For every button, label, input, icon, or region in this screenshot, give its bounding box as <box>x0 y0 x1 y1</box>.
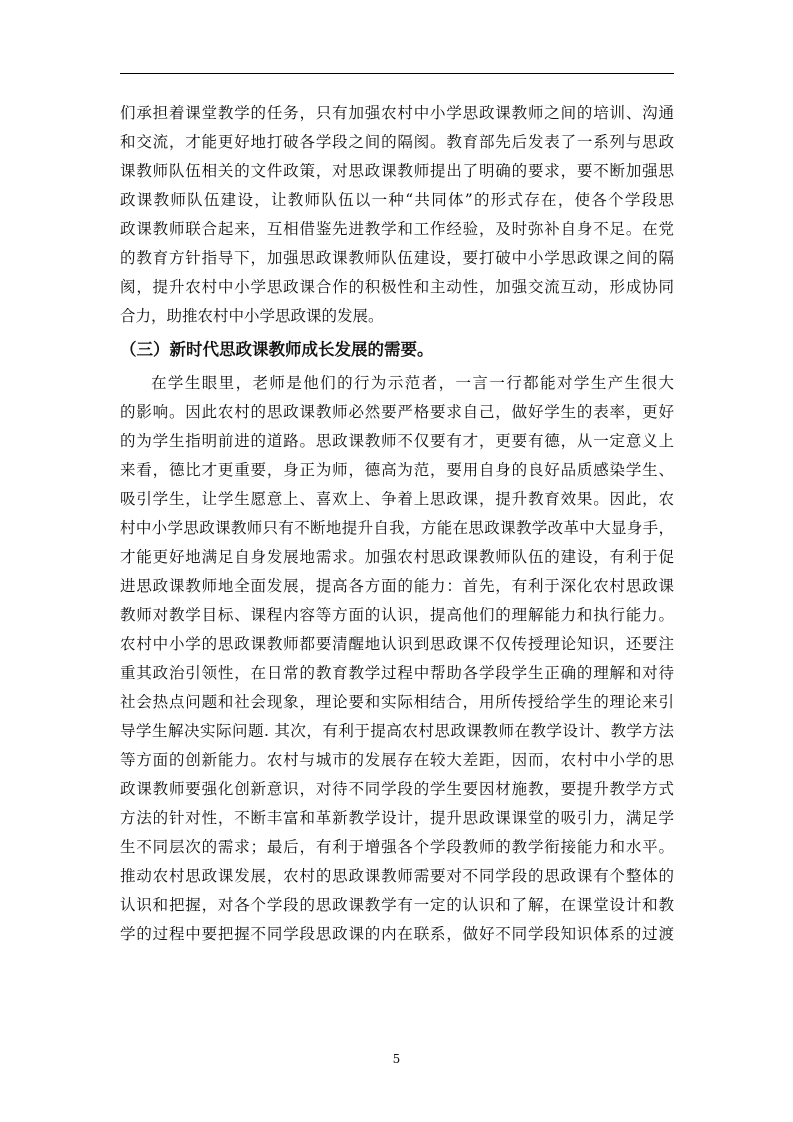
text-line: 认识和把握，对各个学段的思政课教学有一定的认识和了解，在课堂设计和教 <box>120 896 674 914</box>
text-line: 农村中小学的思政课教师都要清醒地认识到思政课不仅传授理论知识，还要注 <box>120 635 674 653</box>
text-line: 的为学生指明前进的道路。思政课教师不仅要有才，更要有德，从一定意义上 <box>120 432 674 450</box>
text-line: 政课教师联合起来，互相借鉴先进教学和工作经验，及时弥补自身不足。在党 <box>120 220 674 238</box>
paragraph-2 <box>120 369 674 949</box>
header-rule <box>120 73 674 74</box>
text-line: 推动农村思政课发展，农村的思政课教师需要对不同学段的思政课有个整体的 <box>120 867 674 885</box>
text-line: 进思政课教师地全面发展，提高各方面的能力：首先，有利于深化农村思政课 <box>120 577 674 595</box>
paragraph-1 <box>120 99 674 331</box>
text-line: 们承担着课堂教学的任务，只有加强农村中小学思政课教师之间的培训、沟通 <box>120 104 674 122</box>
text-line: 生不同层次的需求；最后，有利于增强各个学段教师的教学衔接能力和水平。 <box>120 838 674 856</box>
text-line: 才能更好地满足自身发展地需求。加强农村思政课教师队伍的建设，有利于促 <box>120 548 674 566</box>
section-heading: （三）新时代思政课教师成长发展的需要。 <box>120 340 434 359</box>
text-line: 在学生眼里，老师是他们的行为示范者，一言一行都能对学生产生很大 <box>151 374 674 392</box>
text-line: 方法的针对性，不断丰富和革新教学设计，提升思政课课堂的吸引力，满足学 <box>120 809 674 827</box>
text-line: 教师对教学目标、课程内容等方面的认识，提高他们的理解能力和执行能力。 <box>120 606 674 624</box>
text-line: 课教师队伍相关的文件政策，对思政课教师提出了明确的要求，要不断加强思 <box>120 162 674 180</box>
text-line: 的教育方针指导下，加强思政课教师队伍建设，要打破中小学思政课之间的隔 <box>120 249 674 267</box>
text-line: 合力，助推农村中小学思政课的发展。 <box>120 307 384 325</box>
text-line: 和交流，才能更好地打破各学段之间的隔阂。教育部先后发表了一系列与思政 <box>120 133 674 151</box>
text-line: 吸引学生，让学生愿意上、喜欢上、争着上思政课，提升教育效果。因此，农 <box>120 490 674 508</box>
page-number: 5 <box>392 1052 401 1066</box>
text-line: 政课教师要强化创新意识，对待不同学段的学生要因材施教，要提升教学方式 <box>120 780 674 798</box>
text-line: 社会热点问题和社会现象，理论要和实际相结合，用所传授给学生的理论来引 <box>120 693 674 711</box>
text-line: 阂，提升农村中小学思政课合作的积极性和主动性，加强交流互动，形成协同 <box>120 278 674 296</box>
text-line: 政课教师队伍建设，让教师队伍以一种“共同体”的形式存在，使各个学段思 <box>120 191 674 209</box>
text-line: 学的过程中要把握不同学段思政课的内在联系，做好不同学段知识体系的过渡 <box>120 925 674 943</box>
text-line: 导学生解决实际问题. 其次，有利于提高农村思政课教师在教学设计、教学方法 <box>120 722 674 740</box>
text-line: 重其政治引领性，在日常的教育教学过程中帮助各学段学生正确的理解和对待 <box>120 664 674 682</box>
text-line: 等方面的创新能力。农村与城市的发展存在较大差距，因而，农村中小学的思 <box>120 751 674 769</box>
text-line: 的影响。因此农村的思政课教师必然要严格要求自己，做好学生的表率，更好 <box>120 403 674 421</box>
text-line: 村中小学思政课教师只有不断地提升自我，方能在思政课教学改革中大显身手， <box>120 519 674 537</box>
document-body <box>120 99 674 949</box>
text-line: 来看，德比才更重要，身正为师，德高为范，要用自身的良好品质感染学生、 <box>120 461 674 479</box>
